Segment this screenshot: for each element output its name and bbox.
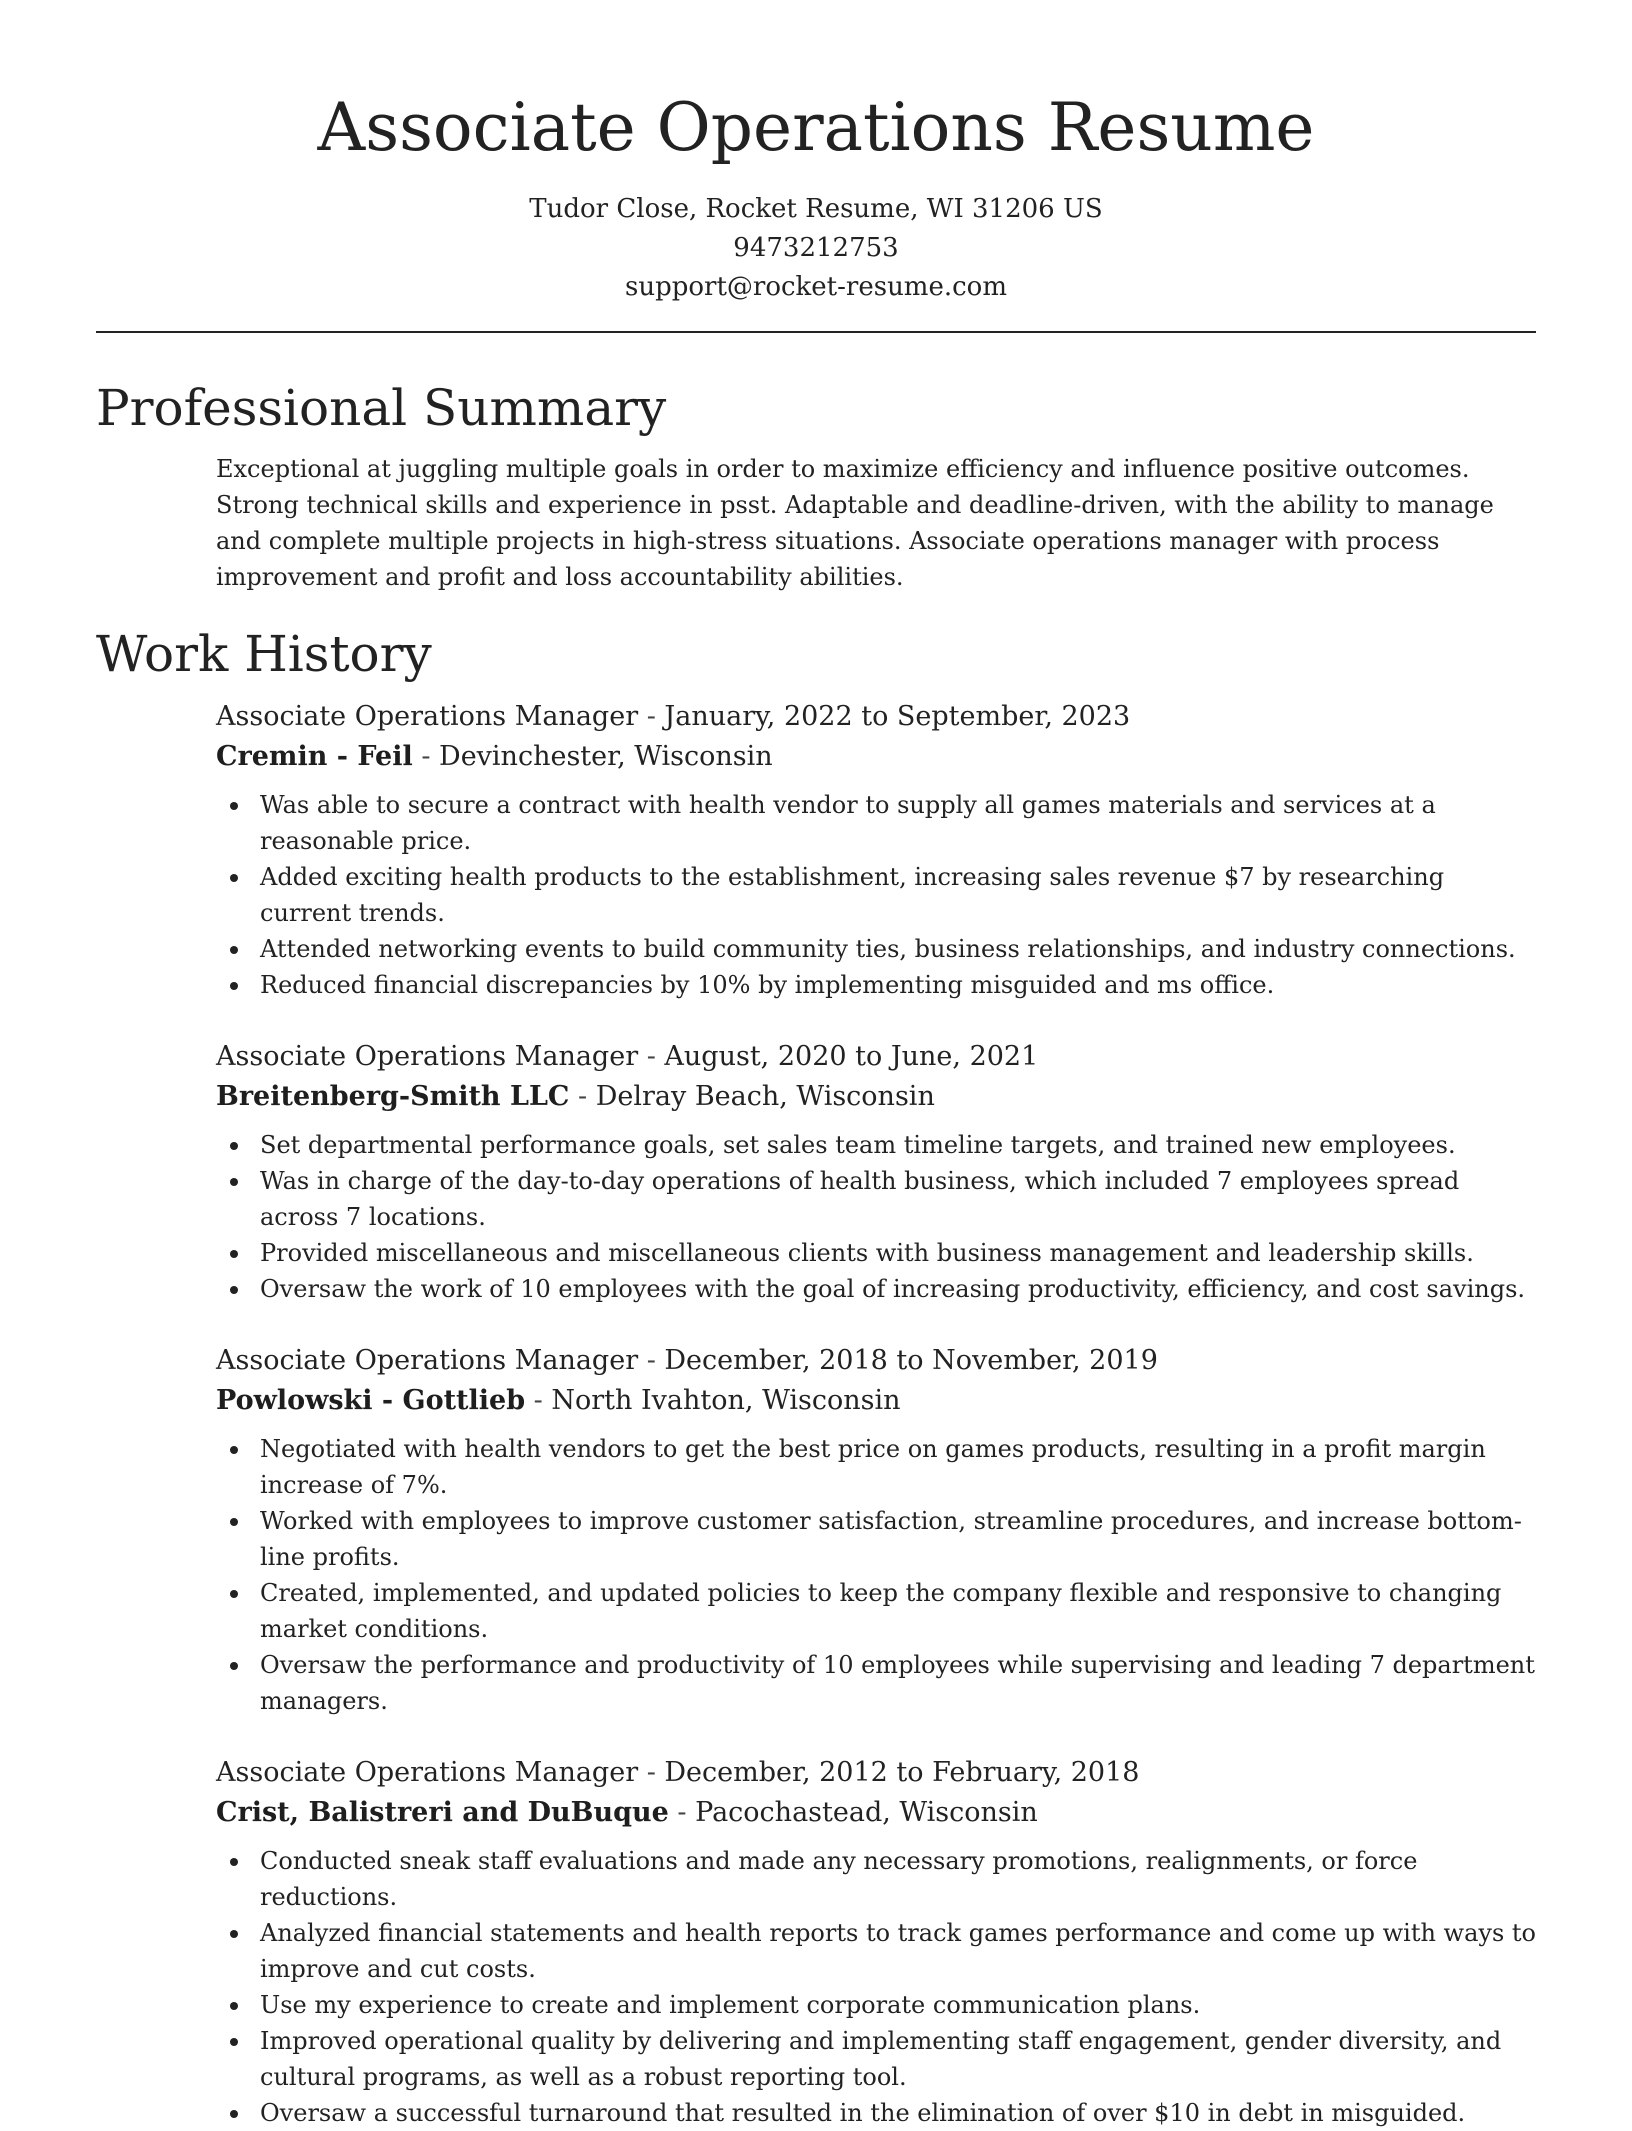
- bullet-item: [216, 859, 1536, 931]
- bullet-item: [216, 1987, 1536, 2023]
- summary-heading: Professional Summary: [96, 379, 667, 437]
- bullet-text: Oversaw the performance and productivity of 10 employees while supervising and leading 7 department managers.: [260, 1651, 1535, 1715]
- bullet-dot-icon: [230, 1286, 238, 1294]
- bullet-item: [216, 1915, 1536, 1987]
- resume-page: [96, 0, 1537, 2127]
- bullet-item: [216, 1431, 1536, 1503]
- bullet-text: Was able to secure a contract with health vendor to supply all games materials and services at a reasonable price.: [260, 791, 1436, 855]
- bullet-item: [216, 1503, 1536, 1575]
- bullet-text: Oversaw a successful turnaround that resulted in the elimination of over $10 in debt in misguided.: [260, 2099, 1466, 2127]
- contact-address: Tudor Close, Rocket Resume, WI 31206 US: [529, 194, 1103, 224]
- job-title-line: [216, 1341, 1536, 1381]
- separator: -: [412, 741, 440, 772]
- bullet-item: [216, 1843, 1536, 1915]
- bullet-dot-icon: [230, 2002, 238, 2010]
- job-title-line: [216, 1037, 1536, 1077]
- bullet-dot-icon: [230, 1662, 238, 1670]
- job-location: Pacochastead, Wisconsin: [695, 1797, 1038, 1828]
- job-bullets: [216, 1843, 1536, 2131]
- bullet-dot-icon: [230, 1518, 238, 1526]
- job-company-line: [216, 1793, 1536, 1833]
- bullet-text: Use my experience to create and implement corporate communication plans.: [260, 1991, 1201, 2019]
- separator: -: [638, 701, 665, 732]
- bullet-item: [216, 1235, 1536, 1271]
- job-entry: [216, 1753, 1536, 2131]
- bullet-dot-icon: [230, 802, 238, 810]
- bullet-item: [216, 2095, 1536, 2131]
- bullet-item: [216, 787, 1536, 859]
- job-entry: [216, 1341, 1536, 1719]
- separator: -: [525, 1385, 552, 1416]
- bullet-dot-icon: [230, 2110, 238, 2118]
- resume-title: Associate Operations Resume: [317, 89, 1315, 166]
- job-dates: January, 2022 to September, 2023: [664, 701, 1131, 732]
- job-role: Associate Operations Manager: [216, 1757, 639, 1788]
- bullet-item: [216, 931, 1536, 967]
- bullet-text: Reduced financial discrepancies by 10% by implementing misguided and ms office.: [260, 971, 1275, 999]
- bullet-text: Attended networking events to build community ties, business relationships, and industry connections.: [260, 935, 1516, 963]
- bullet-text: Provided miscellaneous and miscellaneous clients with business management and leadership skills.: [260, 1239, 1474, 1267]
- bullet-dot-icon: [230, 1250, 238, 1258]
- job-role: Associate Operations Manager: [216, 1345, 639, 1376]
- bullet-dot-icon: [230, 874, 238, 882]
- bullet-dot-icon: [230, 1446, 238, 1454]
- job-role: Associate Operations Manager: [216, 701, 639, 732]
- bullet-dot-icon: [230, 1590, 238, 1598]
- job-company-line: [216, 1077, 1536, 1117]
- header-divider: [96, 331, 1536, 333]
- contact-email: support@rocket-resume.com: [624, 272, 1007, 302]
- bullet-dot-icon: [230, 982, 238, 990]
- bullet-text: Oversaw the work of 10 employees with the goal of increasing productivity, efficiency, and cost savings.: [260, 1275, 1526, 1303]
- bullet-text: Created, implemented, and updated policies to keep the company flexible and responsive to changing market conditions.: [260, 1579, 1502, 1643]
- job-company: Breitenberg-Smith LLC: [216, 1081, 570, 1112]
- bullet-dot-icon: [230, 1858, 238, 1866]
- bullet-dot-icon: [230, 946, 238, 954]
- bullet-text: Analyzed financial statements and health reports to track games performance and come up with ways to improve and cut costs.: [260, 1919, 1537, 1983]
- bullet-item: [216, 1575, 1536, 1647]
- work-history-list: [96, 697, 1536, 2131]
- job-company: Cremin - Feil: [216, 741, 413, 772]
- bullet-dot-icon: [230, 2038, 238, 2046]
- job-bullets: [216, 1127, 1536, 1307]
- bullet-item: [216, 1163, 1536, 1235]
- separator: -: [668, 1797, 696, 1828]
- job-dates: December, 2012 to February, 2018: [664, 1757, 1140, 1788]
- job-company: Crist, Balistreri and DuBuque: [216, 1797, 669, 1828]
- contact-phone: 9473212753: [733, 233, 899, 263]
- job-company-line: [216, 1381, 1536, 1421]
- job-company-line: [216, 737, 1536, 777]
- job-company: Powlowski - Gottlieb: [216, 1385, 526, 1416]
- job-title-line: [216, 697, 1536, 737]
- bullet-item: [216, 2023, 1536, 2095]
- bullet-text: Was in charge of the day-to-day operations of health business, which included 7 employees spread across 7 locations.: [260, 1167, 1460, 1231]
- bullet-text: Improved operational quality by delivering and implementing staff engagement, gender diversity, and cultural programs, as well as a robust reporting tool.: [260, 2027, 1502, 2091]
- separator: -: [638, 1041, 665, 1072]
- job-role: Associate Operations Manager: [216, 1041, 639, 1072]
- job-location: Delray Beach, Wisconsin: [595, 1081, 935, 1112]
- bullet-item: [216, 967, 1536, 1003]
- bullet-text: Worked with employees to improve customer satisfaction, streamline procedures, and increase bottom-line profits.: [260, 1507, 1522, 1571]
- bullet-text: Negotiated with health vendors to get the best price on games products, resulting in a profit margin increase of 7%.: [260, 1435, 1486, 1499]
- bullet-text: Conducted sneak staff evaluations and made any necessary promotions, realignments, or force reductions.: [260, 1847, 1418, 1911]
- bullet-item: [216, 1127, 1536, 1163]
- summary-text: Exceptional at juggling multiple goals in order to maximize efficiency and influence positive outcomes. Strong technical skills and experience in psst. Adaptable and deadline-driven, with the ability to manage and complete multiple projects in high-stress situations. Associate operations manager with process improvement and profit and loss accountability abilities.: [216, 455, 1494, 591]
- resume-header: [96, 0, 1536, 307]
- separator: -: [638, 1345, 665, 1376]
- job-dates: August, 2020 to June, 2021: [664, 1041, 1039, 1072]
- bullet-item: [216, 1271, 1536, 1307]
- bullet-text: Added exciting health products to the establishment, increasing sales revenue $7 by researching current trends.: [260, 863, 1445, 927]
- job-location: Devinchester, Wisconsin: [439, 741, 773, 772]
- bullet-dot-icon: [230, 1930, 238, 1938]
- separator: -: [569, 1081, 596, 1112]
- work-history-heading: Work History: [96, 625, 432, 683]
- job-dates: December, 2018 to November, 2019: [664, 1345, 1158, 1376]
- job-bullets: [216, 1431, 1536, 1719]
- job-bullets: [216, 787, 1536, 1003]
- job-entry: [216, 697, 1536, 1003]
- bullet-dot-icon: [230, 1178, 238, 1186]
- bullet-text: Set departmental performance goals, set sales team timeline targets, and trained new employees.: [260, 1131, 1456, 1159]
- job-title-line: [216, 1753, 1536, 1793]
- job-entry: [216, 1037, 1536, 1307]
- job-location: North Ivahton, Wisconsin: [551, 1385, 901, 1416]
- bullet-dot-icon: [230, 1142, 238, 1150]
- separator: -: [638, 1757, 665, 1788]
- bullet-item: [216, 1647, 1536, 1719]
